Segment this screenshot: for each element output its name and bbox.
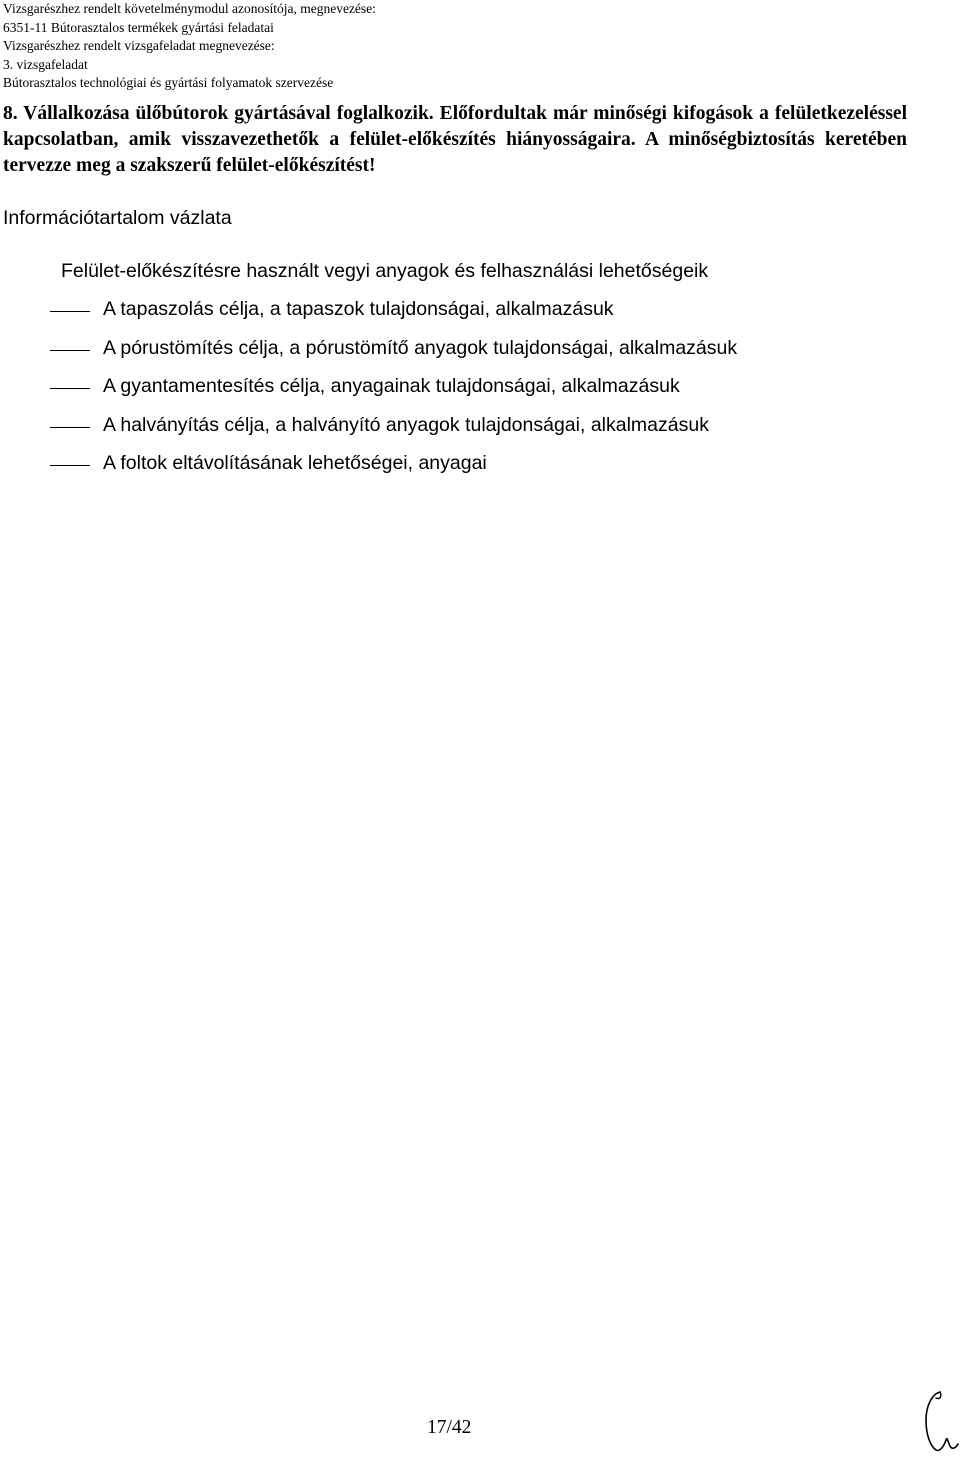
dash-bullet bbox=[50, 427, 90, 428]
list-item-text: A foltok eltávolításának lehetőségei, anyagai bbox=[103, 452, 487, 475]
dash-bullet bbox=[50, 311, 90, 312]
dash-bullet bbox=[50, 350, 90, 351]
list-item-text: A pórustömítés célja, a pórustömítő anyagok tulajdonságai, alkalmazásuk bbox=[103, 336, 738, 359]
signature-mark bbox=[918, 1386, 960, 1456]
outline-title: Információtartalom vázlata bbox=[3, 207, 232, 229]
dash-bullet bbox=[50, 388, 90, 389]
document-header bbox=[3, 0, 376, 93]
list-item-text: A tapaszolás célja, a tapaszok tulajdonságai, alkalmazásuk bbox=[103, 298, 614, 320]
header-line: Vizsgarészhez rendelt követelménymodul azonosítója, megnevezése: bbox=[3, 1, 376, 16]
task-description: 8. Vállalkozása ülőbútorok gyártásával foglalkozik. Előfordultak már minőségi kifogások a felületkezeléssel kapcsolatban, amik visszavezethetők a felület-előkészítés hiányosságaira. A minőségbiztosítás keretében tervezze meg a szakszerű felület-előkészítést! bbox=[3, 103, 907, 176]
header-line: 6351-11 Bútorasztalos termékek gyártási feladatai bbox=[3, 19, 274, 35]
list-item-text: A halványítás célja, a halványító anyagok tulajdonságai, alkalmazásuk bbox=[103, 413, 709, 436]
page-number: 17/42 bbox=[427, 1417, 472, 1438]
header-line: Vizsgarészhez rendelt vizsgafeladat megnevezése: bbox=[3, 38, 275, 54]
dash-bullet bbox=[50, 465, 90, 466]
list-item-text: A gyantamentesítés célja, anyagainak tulajdonságai, alkalmazásuk bbox=[103, 375, 680, 398]
header-line: 3. vizsgafeladat bbox=[3, 56, 88, 72]
header-line: Bútorasztalos technológiai és gyártási folyamatok szervezése bbox=[3, 75, 334, 91]
section-title: Felület-előkészítésre használt vegyi anyagok és felhasználási lehetőségeik bbox=[61, 260, 709, 282]
